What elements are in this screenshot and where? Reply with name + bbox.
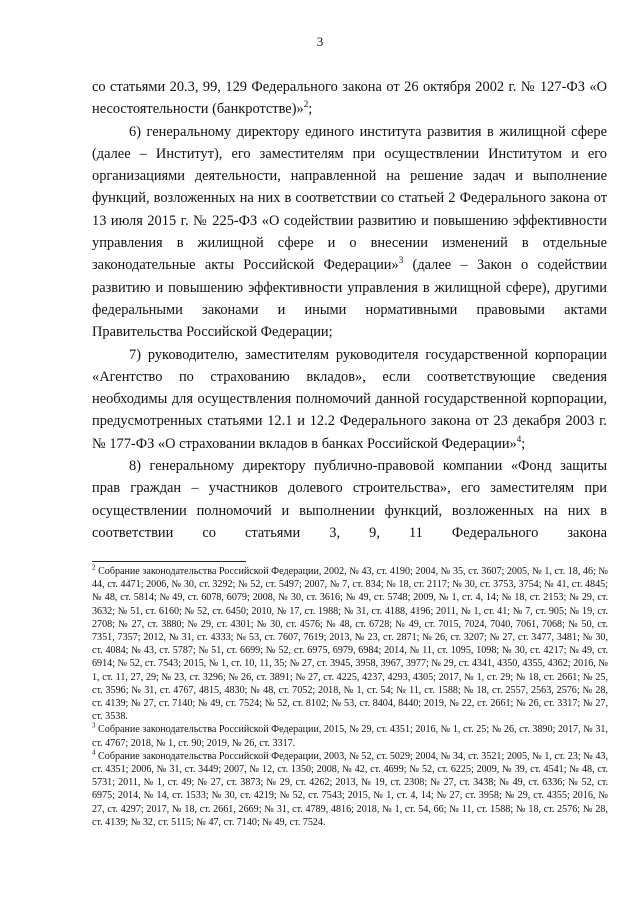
paragraph-text: 8) генеральному директору публично-правовой компании «Фонд защиты прав граждан – участников долевого строительства», его заместителям при осуществлении полномочий и выполнении функций, возложенных на них в соответствии со статьями 3, 9, 11 Федерального закона	[92, 458, 607, 541]
paragraph-text: со статьями 20.3, 99, 129 Федерального закона от 26 октября 2002 г. № 127-ФЗ «О несостоятельности (банкротстве)»	[92, 79, 607, 118]
paragraph-item-8	[92, 455, 607, 544]
paragraph-item-7	[92, 344, 607, 455]
paragraph-text-tail: ;	[521, 435, 526, 452]
body-text	[92, 76, 607, 544]
page-number: 3	[316, 34, 324, 49]
paragraph-text-tail: ;	[308, 101, 313, 118]
footnote-number: 4	[92, 748, 96, 757]
footnote-2	[92, 565, 608, 723]
footnote-text: Собрание законодательства Российской Федерации, 2015, № 29, ст. 4351; 2016, № 1, ст. 25; № 26, ст. 3890; 2017, № 31, ст. 4767; 2018, № 1, ст. 90; 2019, № 26, ст. 3317.	[92, 724, 608, 749]
footnote-3	[92, 723, 608, 749]
footnote-ref-4[interactable]: 4	[516, 433, 522, 444]
paragraph-text: 7) руководителю, заместителям руководителя государственной корпорации «Агентство по страхованию вкладов», если соответствующие сведения необходимы для осуществления полномочий данной государственной корпорации, предусмотренных статьями 12.1 и 12.2 Федерального закона от 23 декабря 2003 г. № 177-ФЗ «О страховании вкладов в банках Российской Федерации»	[92, 346, 607, 452]
footnotes	[92, 565, 608, 829]
paragraph-text-tail: (далее – Закон о содействии развитию и повышению эффективности управления в жилищной сфере), другими федеральными законами и иными нормативными правовыми актами Правительства Российской Федерации;	[92, 257, 607, 341]
paragraph-item-6	[92, 121, 607, 344]
footnote-4	[92, 750, 608, 829]
footnote-number: 3	[92, 722, 96, 731]
footnote-text: Собрание законодательства Российской Федерации, 2002, № 43, ст. 4190; 2004, № 35, ст. 3607; 2005, № 1, ст. 18, 46; № 44, ст. 4471; 2006, № 30, ст. 3292; № 52, ст. 5497; 2007, № 7, ст. 834; № 18, ст. 2117; № 30, ст. 3753, 3754; № 41, ст. 4845; № 48, ст. 5814; № 49, ст. 6078, 6079; 2008, № 30, ст. 3616; № 49, ст. 5748; 2009, № 1, ст. 4, 14; № 18, ст. 2153; № 29, ст. 3632; № 51, ст. 6160; № 52, ст. 6450; 2010, № 17, ст. 1988; № 31, ст. 4188, 4196; 2011, № 1, ст. 41; № 7, ст. 905; № 19, ст. 2708; № 27, ст. 3880; № 29, ст. 4301; № 30, ст. 4576; № 48, ст. 6728; № 49, ст. 7015, 7024, 7040, 7061, 7068; № 50, ст. 7351, 7357; 2012, № 31, ст. 4333; № 53, ст. 7607, 7619; 2013, № 23, ст. 2871; № 26, ст. 3207; № 27, ст. 3477, 3481; № 30, ст. 4084; № 43, ст. 5787; № 51, ст. 6699; № 52, ст. 6975, 6979, 6984; 2014, № 11, ст. 1095, 1098; № 30, ст. 4217; № 49, ст. 6914; № 52, ст. 7543; 2015, № 1, ст. 10, 11, 35; № 27, ст. 3945, 3958, 3967, 3977; № 29, ст. 4341, 4350, 4355, 4362; 2016, № 1, ст. 11, 27, 29; № 23, ст. 3296; № 26, ст. 3891; № 27, ст. 4225, 4237, 4293, 4305; 2017, № 1, ст. 29; № 18, ст. 2661; № 25, ст. 3596; № 31, ст. 4767, 4815, 4830; № 48, ст. 7052; 2018, № 1, ст. 54; № 11, ст. 1588; № 18, ст. 2557, 2563, 2576; № 28, ст. 4139; № 27, ст. 7140; № 49, ст. 7524; № 52, ст. 8102; № 53, ст. 8404, 8440; 2019, № 22, ст. 2661; № 26, ст. 3317; № 27, ст. 3538.	[92, 566, 608, 723]
footnote-ref-2[interactable]: 2	[303, 99, 309, 110]
paragraph-continuation	[92, 76, 607, 121]
footnote-ref-3[interactable]: 3	[398, 255, 404, 266]
footnote-separator	[92, 561, 246, 562]
paragraph-text: 6) генеральному директору единого института развития в жилищной сфере (далее – Институт), его заместителям при осуществлении Институтом и его организациями деятельности, направленной на решение задач и выполнение функций, возложенных на них в соответствии со статьей 2 Федерального закона от 13 июля 2015 г. № 225-ФЗ «О содействии развитию и повышению эффективности управления в жилищной сфере и о внесении изменений в отдельные законодательные акты Российской Федерации»	[92, 123, 607, 274]
footnote-text: Собрание законодательства Российской Федерации, 2003, № 52, ст. 5029; 2004, № 34, ст. 3521; 2005, № 1, ст. 23; № 43, ст. 4351; 2006, № 31, ст. 3449; 2007, № 12, ст. 1350; 2008, № 42, ст. 4699; № 52, ст. 6225; 2009, № 39, ст. 4541; № 48, ст. 5731; 2011, № 1, ст. 49; № 27, ст. 3873; № 29, ст. 4262; 2013, № 19, ст. 2308; № 27, ст. 3438; № 49, ст. 6336; № 52, ст. 6975; 2014, № 14, ст. 1533; № 30, ст. 4219; № 52, ст. 7543; 2015, № 1, ст. 4, 14; № 27, ст. 3958; № 29, ст. 4355; 2016, № 27, ст. 4297; 2017, № 18, ст. 2661, 2669; № 31, ст. 4789, 4816; 2018, № 1, ст. 54, 66; № 11, ст. 1588; № 18, ст. 2576; № 28, ст. 4139; № 32, ст. 5115; № 47, ст. 7140; № 49, ст. 7524.	[92, 750, 608, 828]
footnote-number: 2	[92, 563, 96, 572]
